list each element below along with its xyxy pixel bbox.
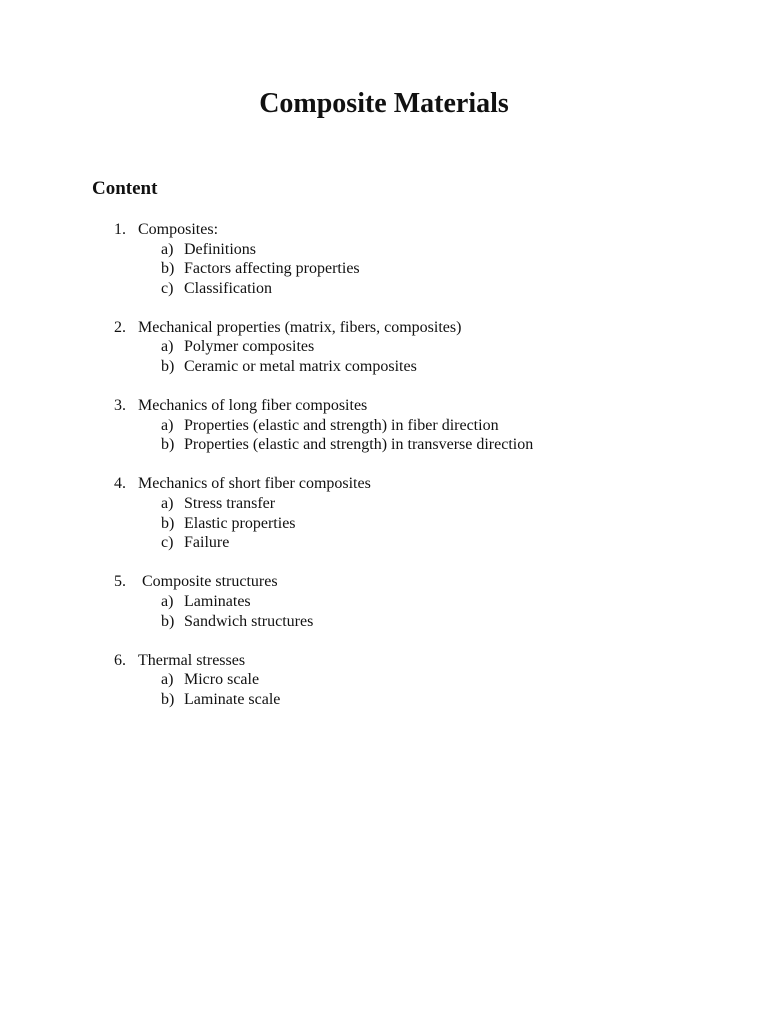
subitem-text: Polymer composites <box>184 338 315 356</box>
toc-subitem <box>0 416 768 436</box>
subitem-letter: a) <box>161 338 174 356</box>
toc-subitem <box>0 533 768 553</box>
section-title: Mechanics of long fiber composites <box>138 397 368 415</box>
toc-subitem <box>0 435 768 455</box>
section-title: Mechanical properties (matrix, fibers, composites) <box>138 318 462 336</box>
section-number: 6. <box>114 651 126 669</box>
subitem-text: Sandwich structures <box>184 612 314 630</box>
subitem-letter: b) <box>161 358 175 376</box>
toc-subitem <box>0 259 768 279</box>
subitem-text: Properties (elastic and strength) in transverse direction <box>184 436 534 454</box>
toc-subitem <box>0 240 768 260</box>
toc-subitem <box>0 337 768 357</box>
toc-subitem <box>0 357 768 377</box>
toc-section-heading <box>0 572 768 592</box>
toc-subitem <box>0 612 768 632</box>
subitem-letter: b) <box>161 260 175 278</box>
subitem-letter: a) <box>161 671 174 689</box>
subitem-letter: b) <box>161 612 175 630</box>
subitem-text: Failure <box>184 534 230 552</box>
subitem-text: Stress transfer <box>184 495 276 513</box>
subitem-letter: a) <box>161 240 174 258</box>
toc-section-5 <box>0 572 768 631</box>
subitem-letter: c) <box>161 534 174 552</box>
section-number: 3. <box>114 397 126 415</box>
subitem-letter: b) <box>161 514 175 532</box>
toc-subitem <box>0 514 768 534</box>
toc-subitem <box>0 592 768 612</box>
section-title: Composites: <box>138 221 219 238</box>
subitem-letter: c) <box>161 279 174 297</box>
table-of-contents <box>0 220 768 729</box>
subitem-text: Ceramic or metal matrix composites <box>184 358 417 376</box>
subitem-text: Classification <box>184 279 272 297</box>
subitem-text: Elastic properties <box>184 514 296 532</box>
document-title: Composite Materials <box>259 88 509 119</box>
subitem-letter: a) <box>161 592 174 610</box>
content-heading: Content <box>92 178 158 199</box>
toc-section-heading <box>0 474 768 494</box>
toc-section-heading <box>0 220 768 240</box>
toc-section-2 <box>0 318 768 377</box>
subitem-letter: a) <box>161 495 174 513</box>
subitem-text: Laminates <box>184 592 251 610</box>
toc-subitem <box>0 670 768 690</box>
section-number: 4. <box>114 475 126 493</box>
toc-section-heading <box>0 396 768 416</box>
toc-section-heading <box>0 318 768 338</box>
toc-section-4 <box>0 474 768 552</box>
section-title: Composite structures <box>138 573 278 591</box>
section-number: 5. <box>114 573 126 591</box>
toc-section-3 <box>0 396 768 455</box>
subitem-text: Micro scale <box>184 671 260 689</box>
toc-subitem <box>0 690 768 710</box>
subitem-text: Laminate scale <box>184 690 281 708</box>
toc-section-6 <box>0 651 768 710</box>
section-number: 1. <box>114 221 126 238</box>
section-number: 2. <box>114 318 126 336</box>
section-title: Mechanics of short fiber composites <box>138 475 371 493</box>
subitem-text: Definitions <box>184 240 256 258</box>
toc-subitem <box>0 279 768 299</box>
subitem-text: Factors affecting properties <box>184 260 360 278</box>
subitem-letter: b) <box>161 436 175 454</box>
toc-section-heading <box>0 651 768 671</box>
toc-subitem <box>0 494 768 514</box>
subitem-letter: b) <box>161 690 175 708</box>
toc-section-1 <box>0 220 768 298</box>
subitem-text: Properties (elastic and strength) in fiber direction <box>184 416 499 434</box>
subitem-letter: a) <box>161 416 174 434</box>
section-title: Thermal stresses <box>138 651 246 669</box>
